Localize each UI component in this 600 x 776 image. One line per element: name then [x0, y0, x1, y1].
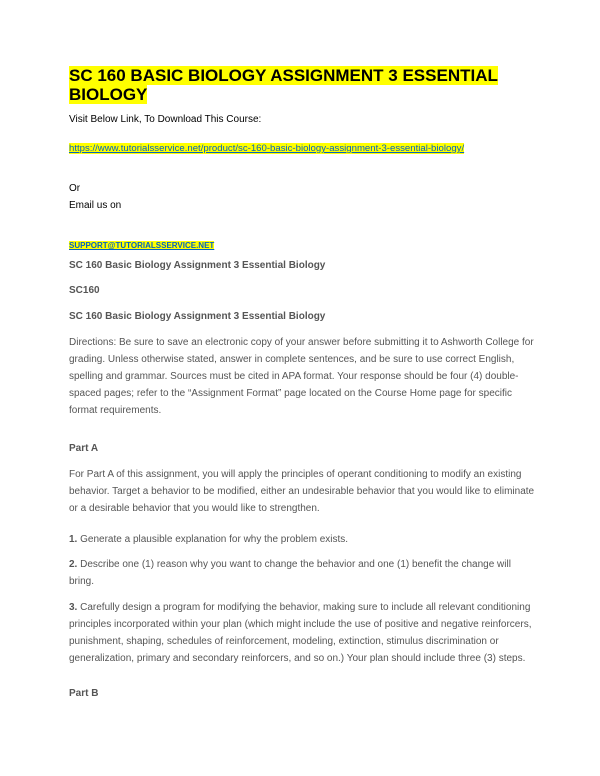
part-a-line: or a desirable behavior that you would like to strengthen.	[69, 503, 320, 514]
title-line-1: SC 160 BASIC BIOLOGY ASSIGNMENT 3 ESSENTIAL	[69, 66, 498, 85]
visit-text: Visit Below Link, To Download This Course:	[69, 114, 262, 125]
directions-line: Directions: Be sure to save an electronic copy of your answer before submitting it to Ashworth College for	[69, 337, 534, 348]
item-number: 1.	[69, 534, 78, 545]
document-title	[69, 66, 535, 104]
directions-line: format requirements.	[69, 405, 162, 416]
course-link-row	[69, 138, 535, 156]
directions-paragraph	[69, 334, 535, 419]
part-b-label: Part B	[69, 688, 99, 699]
course-link[interactable]: https://www.tutorialsservice.net/product/sc-160-basic-biology-assignment-3-essential-biology/	[69, 143, 465, 154]
email-link[interactable]: SUPPORT@TUTORIALSSERVICE.NET	[69, 241, 215, 250]
heading-2: SC 160 Basic Biology Assignment 3 Essential Biology	[69, 311, 326, 322]
item-number: 3.	[69, 602, 78, 613]
email-text: Email us on	[69, 200, 122, 211]
item-text: principles incorporated within your plan (which might include the use of positive and negative reinforcers,	[69, 619, 532, 630]
directions-line: spelling and grammar. Sources must be cited in APA format. Your response should be four (4) double-	[69, 371, 519, 382]
directions-line: grading. Unless otherwise stated, answer in complete sentences, and be sure to use correct English,	[69, 354, 515, 365]
item-text: Generate a plausible explanation for why the problem exists.	[80, 534, 349, 545]
heading-1: SC 160 Basic Biology Assignment 3 Essential Biology	[69, 260, 326, 271]
title-line-2: BIOLOGY	[69, 85, 148, 104]
part-a-label: Part A	[69, 443, 99, 454]
item-number: 2.	[69, 559, 78, 570]
item-text: bring.	[69, 576, 95, 587]
item-text: punishment, shaping, schedules of reinforcement, modeling, extinction, stimulus discrimination or	[69, 636, 499, 647]
item-text: Describe one (1) reason why you want to change the behavior and one (1) benefit the change will	[80, 559, 511, 570]
item-1	[69, 531, 535, 548]
item-2	[69, 556, 535, 590]
part-a-line: For Part A of this assignment, you will apply the principles of operant conditioning to modify an existing	[69, 469, 522, 480]
or-text: Or	[69, 183, 81, 194]
part-a-intro	[69, 466, 535, 517]
item-3	[69, 599, 535, 667]
email-link-row	[69, 235, 535, 253]
course-code: SC160	[69, 285, 100, 296]
directions-line: spaced pages; refer to the “Assignment Format” page located on the Course Home page for specific	[69, 388, 513, 399]
item-text: generalization, primary and secondary reinforcers, and so on.) Your plan should include three (3) steps.	[69, 653, 526, 664]
item-text: Carefully design a program for modifying the behavior, making sure to include all relevant conditioning	[80, 602, 531, 613]
part-a-line: behavior. Target a behavior to be modified, either an undesirable behavior that you would like to eliminate	[69, 486, 535, 497]
